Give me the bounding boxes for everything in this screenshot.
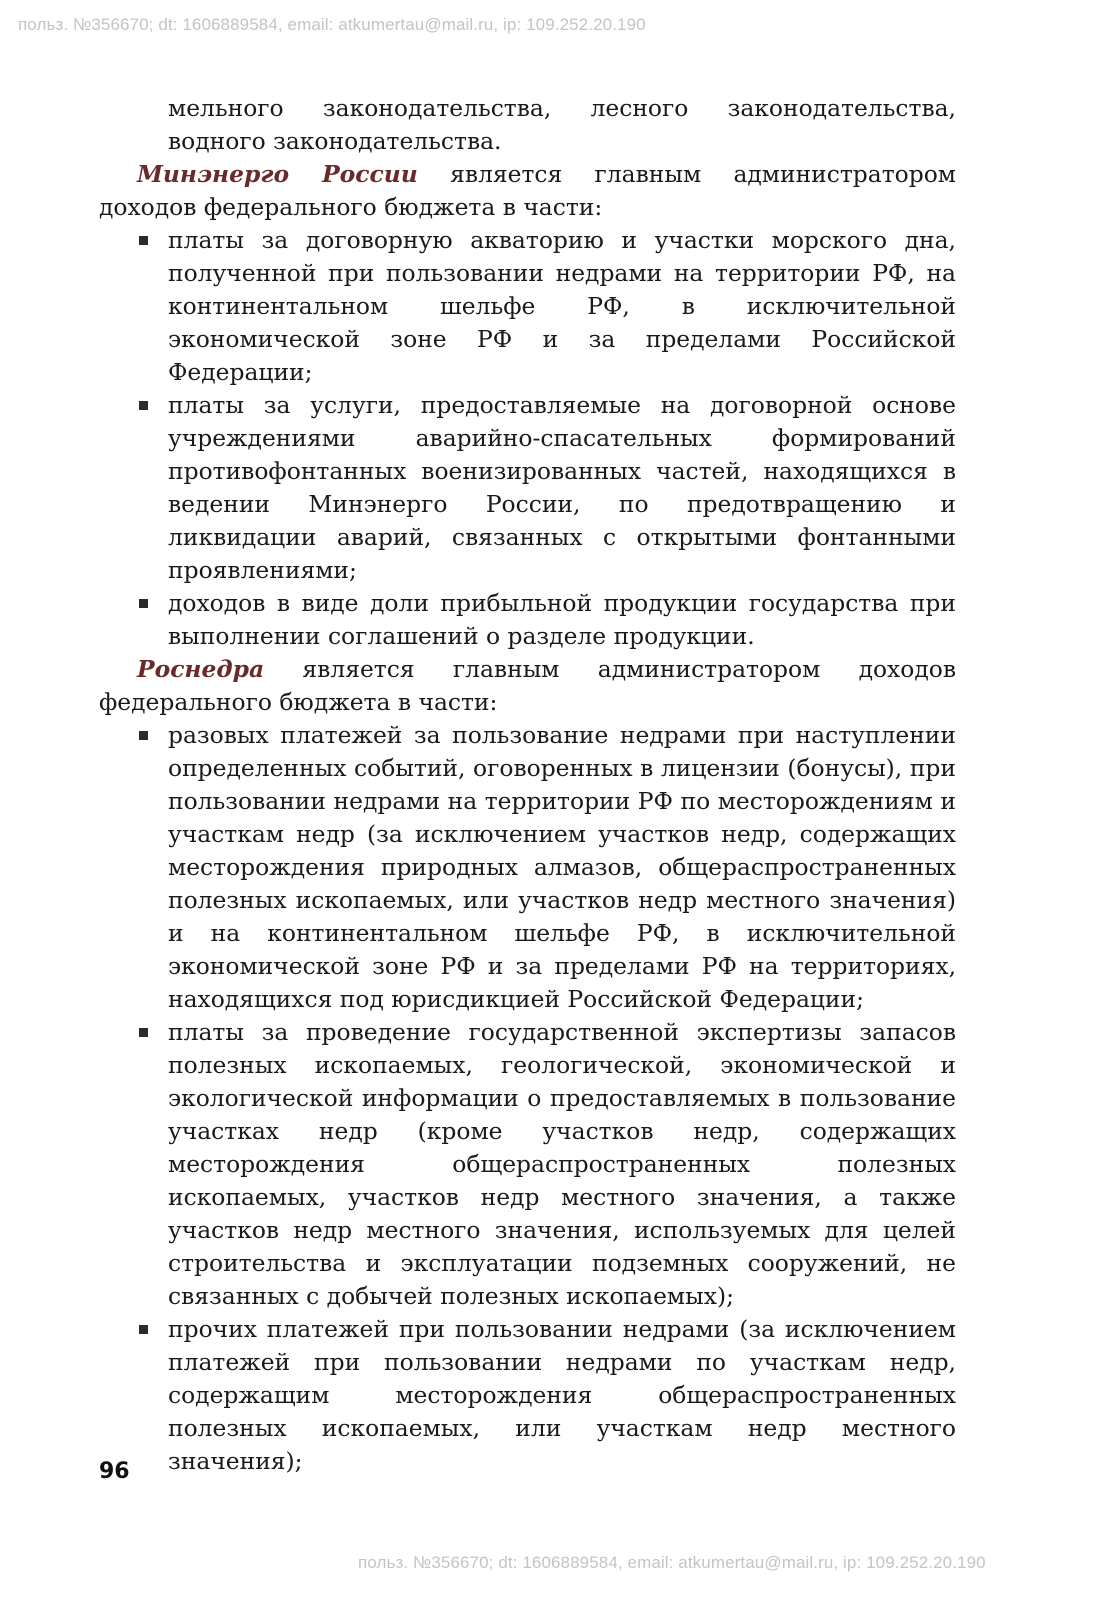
minenergo-list bbox=[99, 224, 956, 653]
list-item-text: прочих платежей при пользовании недрами (за исключением платежей при пользовании недрами по участкам недр, содержащим месторождения общераспространенных полезных ископаемых, или участкам недр местного значения); bbox=[168, 1315, 956, 1475]
list-item bbox=[99, 1016, 956, 1313]
list-item-text: платы за проведение государственной экспертизы запасов полезных ископаемых, геологической, экономической и экологической информации о предоставляемых в пользование участках недр (кроме участков недр, содержащих месторождения общераспространенных полезных ископаемых, участков недр местного значения, а также участков недр местного значения, используемых для целей строительства и эксплуатации подземных сооружений, не связанных с добычей полезных ископаемых); bbox=[168, 1018, 956, 1310]
section-minenergo-lead: Минэнерго России bbox=[137, 160, 418, 188]
bullet-square-icon bbox=[139, 401, 148, 410]
page-number: 96 bbox=[99, 1459, 130, 1484]
bullet-square-icon bbox=[139, 731, 148, 740]
watermark-top: польз. №356670; dt: 1606889584, email: atkumertau@mail.ru, ip: 109.252.20.190 bbox=[18, 15, 646, 34]
list-item-text: платы за договорную акваторию и участки морского дна, полученной при пользовании недрами на территории РФ, на континентальном шельфе РФ, в исключительной экономической зоне РФ и за пределами Российской Федерации; bbox=[168, 226, 956, 386]
bullet-square-icon bbox=[139, 1028, 148, 1037]
list-item bbox=[99, 389, 956, 587]
bullet-square-icon bbox=[139, 1325, 148, 1334]
bullet-square-icon bbox=[139, 236, 148, 245]
list-item-text: разовых платежей за пользование недрами при наступлении определенных событий, оговоренных в лицензии (бонусы), при пользовании недрами на территории РФ по месторождениям и участкам недр (за исключением участков недр, содержащих месторождения природных алмазов, общераспространенных полезных ископаемых, или участков недр местного значения) и на континентальном шельфе РФ, в исключительной экономической зоне РФ и за пределами РФ на территориях, находящихся под юрисдикцией Российской Федерации; bbox=[168, 721, 956, 1013]
rosnedra-list bbox=[99, 719, 956, 1478]
list-item-text: доходов в виде доли прибыльной продукции государства при выполнении соглашений о разделе продукции. bbox=[168, 589, 956, 650]
intro-continuation: мельного законодательства, лесного законодательства, водного законодательства. bbox=[168, 94, 956, 155]
page-body bbox=[99, 92, 956, 1478]
list-item bbox=[99, 587, 956, 653]
section-rosnedra-intro bbox=[99, 653, 956, 719]
bullet-square-icon bbox=[139, 599, 148, 608]
list-item bbox=[99, 719, 956, 1016]
list-item-text: платы за услуги, предоставляемые на договорной основе учреждениями аварийно-спасательных формирований противофонтанных военизированных частей, находящихся в ведении Минэнерго России, по предотвращению и ликвидации аварий, связанных с открытыми фонтанными проявлениями; bbox=[168, 391, 956, 584]
list-item bbox=[99, 1313, 956, 1478]
section-minenergo-intro bbox=[99, 158, 956, 224]
section-rosnedra-lead: Роснедра bbox=[137, 655, 265, 683]
list-item bbox=[99, 224, 956, 389]
section-rosnedra-text: является главным администратором доходов федерального бюджета в части: bbox=[99, 655, 956, 716]
section-minenergo-text: является главным администратором доходов федерального бюджета в части: bbox=[99, 160, 957, 221]
watermark-bottom: польз. №356670; dt: 1606889584, email: atkumertau@mail.ru, ip: 109.252.20.190 bbox=[358, 1553, 986, 1572]
